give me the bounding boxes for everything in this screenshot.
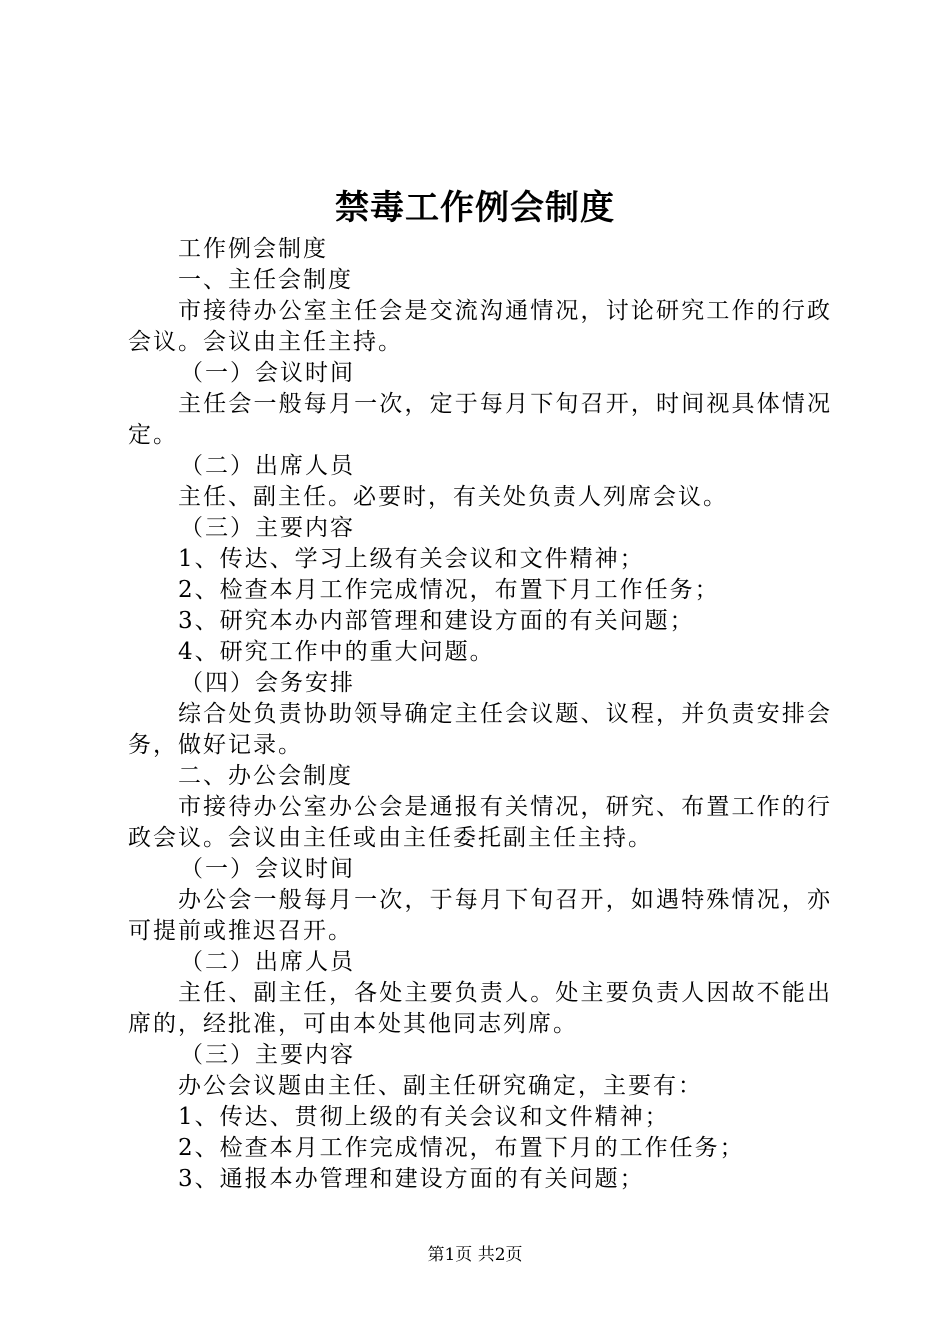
subsection-heading: （二）出席人员 — [180, 453, 355, 479]
paragraph: 市接待办公室主任会是交流沟通情况，讨论研究工作的行政会议。会议由主任主持。 — [128, 298, 832, 355]
list-item: 3、通报本办管理和建设方面的有关问题； — [178, 1166, 645, 1192]
subsection-heading: （一）会议时间 — [180, 360, 355, 386]
list-item: 2、检查本月工作完成情况，布置下月工作任务； — [178, 577, 720, 603]
subsection-heading: （二）出席人员 — [180, 949, 355, 975]
list-item: 3、研究本办内部管理和建设方面的有关问题； — [178, 608, 695, 634]
paragraph: 主任、副主任，各处主要负责人。处主要负责人因故不能出席的，经批准，可由本处其他同志列席。 — [128, 980, 832, 1037]
paragraph: 主任、副主任。必要时，有关处负责人列席会议。 — [178, 484, 728, 510]
list-item: 4、研究工作中的重大问题。 — [178, 639, 495, 665]
subsection-heading: （四）会务安排 — [180, 670, 355, 696]
paragraph: 综合处负责协助领导确定主任会议题、议程，并负责安排会务，做好记录。 — [128, 701, 832, 758]
subsection-heading: （三）主要内容 — [180, 1042, 355, 1068]
subsection-heading: （一）会议时间 — [180, 856, 355, 882]
section-heading: 二、办公会制度 — [178, 763, 353, 789]
paragraph: 办公会议题由主任、副主任研究确定，主要有： — [178, 1073, 703, 1099]
paragraph: 工作例会制度 — [178, 236, 328, 262]
document-title: 禁毒工作例会制度 — [335, 188, 615, 228]
subsection-heading: （三）主要内容 — [180, 515, 355, 541]
document-body — [128, 234, 832, 1195]
paragraph: 市接待办公室办公会是通报有关情况，研究、布置工作的行政会议。会议由主任或由主任委托副主任主持。 — [128, 794, 832, 851]
page-footer: 第1页 共2页 — [427, 1245, 523, 1265]
paragraph: 主任会一般每月一次，定于每月下旬召开，时间视具体情况定。 — [128, 391, 832, 448]
list-item: 1、传达、贯彻上级的有关会议和文件精神； — [178, 1104, 670, 1130]
list-item: 1、传达、学习上级有关会议和文件精神； — [178, 546, 645, 572]
list-item: 2、检查本月工作完成情况，布置下月的工作任务； — [178, 1135, 745, 1161]
paragraph: 办公会一般每月一次，于每月下旬召开，如遇特殊情况，亦可提前或推迟召开。 — [128, 887, 832, 944]
section-heading: 一、主任会制度 — [178, 267, 353, 293]
